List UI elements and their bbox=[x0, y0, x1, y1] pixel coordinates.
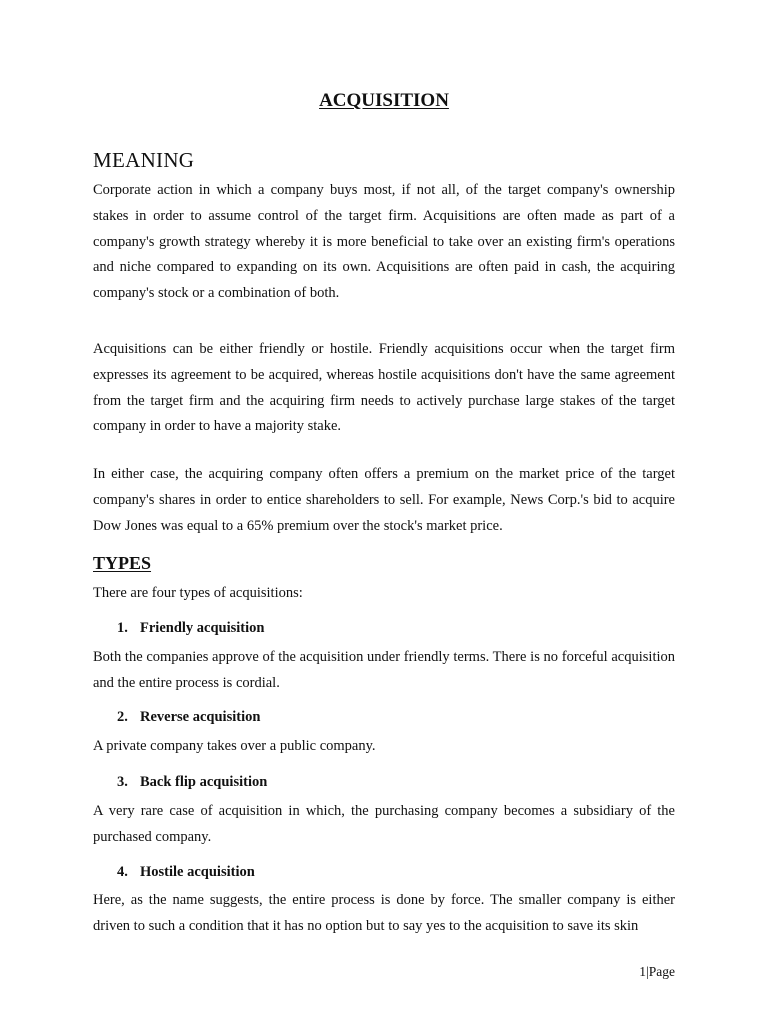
type-number: 3. bbox=[117, 774, 128, 790]
meaning-heading: MEANING bbox=[93, 148, 195, 172]
type-name: Hostile acquisition bbox=[140, 864, 255, 880]
type-description-friendly: Both the companies approve of the acquisition under friendly terms. There is no forceful acquisition and the entire process is cordial. bbox=[93, 649, 675, 691]
type-number: 4. bbox=[117, 864, 128, 880]
types-intro: There are four types of acquisitions: bbox=[93, 585, 303, 601]
type-heading-reverse bbox=[117, 709, 260, 726]
type-heading-friendly bbox=[117, 620, 264, 637]
type-name: Reverse acquisition bbox=[140, 709, 261, 725]
type-name: Friendly acquisition bbox=[140, 620, 265, 636]
type-number: 1. bbox=[117, 620, 128, 636]
type-name: Back flip acquisition bbox=[140, 774, 268, 790]
meaning-paragraph-1: Corporate action in which a company buys most, if not all, of the target company's ownership stakes in order to assume control of the target firm. Acquisitions are often made as part of a company's growth strategy whereby it is more beneficial to take over an existing firm's operations and niche compared to expanding on its own. Acquisitions are often paid in cash, the acquiring company's stock or a combination of both. bbox=[93, 182, 675, 302]
type-number: 2. bbox=[117, 709, 128, 725]
type-description-hostile: Here, as the name suggests, the entire process is done by force. The smaller company is either driven to such a condition that it has no option but to say yes to the acquisition to save its skin bbox=[93, 892, 675, 934]
document-title: ACQUISITION bbox=[319, 90, 449, 111]
types-heading: TYPES bbox=[93, 553, 152, 573]
type-description-back-flip: A very rare case of acquisition in which, the purchasing company becomes a subsidiary of the purchased company. bbox=[93, 803, 675, 845]
type-heading-back-flip bbox=[117, 774, 267, 791]
type-description-reverse: A private company takes over a public company. bbox=[93, 738, 376, 754]
meaning-paragraph-3: In either case, the acquiring company often offers a premium on the market price of the target company's shares in order to entice shareholders to sell. For example, News Corp.'s bid to acquire Dow Jones was equal to a 65% premium over the stock's market price. bbox=[93, 466, 675, 534]
page-number-footer: 1|Page bbox=[639, 964, 675, 979]
meaning-paragraph-2: Acquisitions can be either friendly or hostile. Friendly acquisitions occur when the target firm expresses its agreement to be acquired, whereas hostile acquisitions don't have the same agreement from the target firm and the acquiring firm needs to actively purchase large stakes of the target company in order to have a majority stake. bbox=[93, 341, 675, 435]
type-heading-hostile bbox=[117, 864, 255, 881]
